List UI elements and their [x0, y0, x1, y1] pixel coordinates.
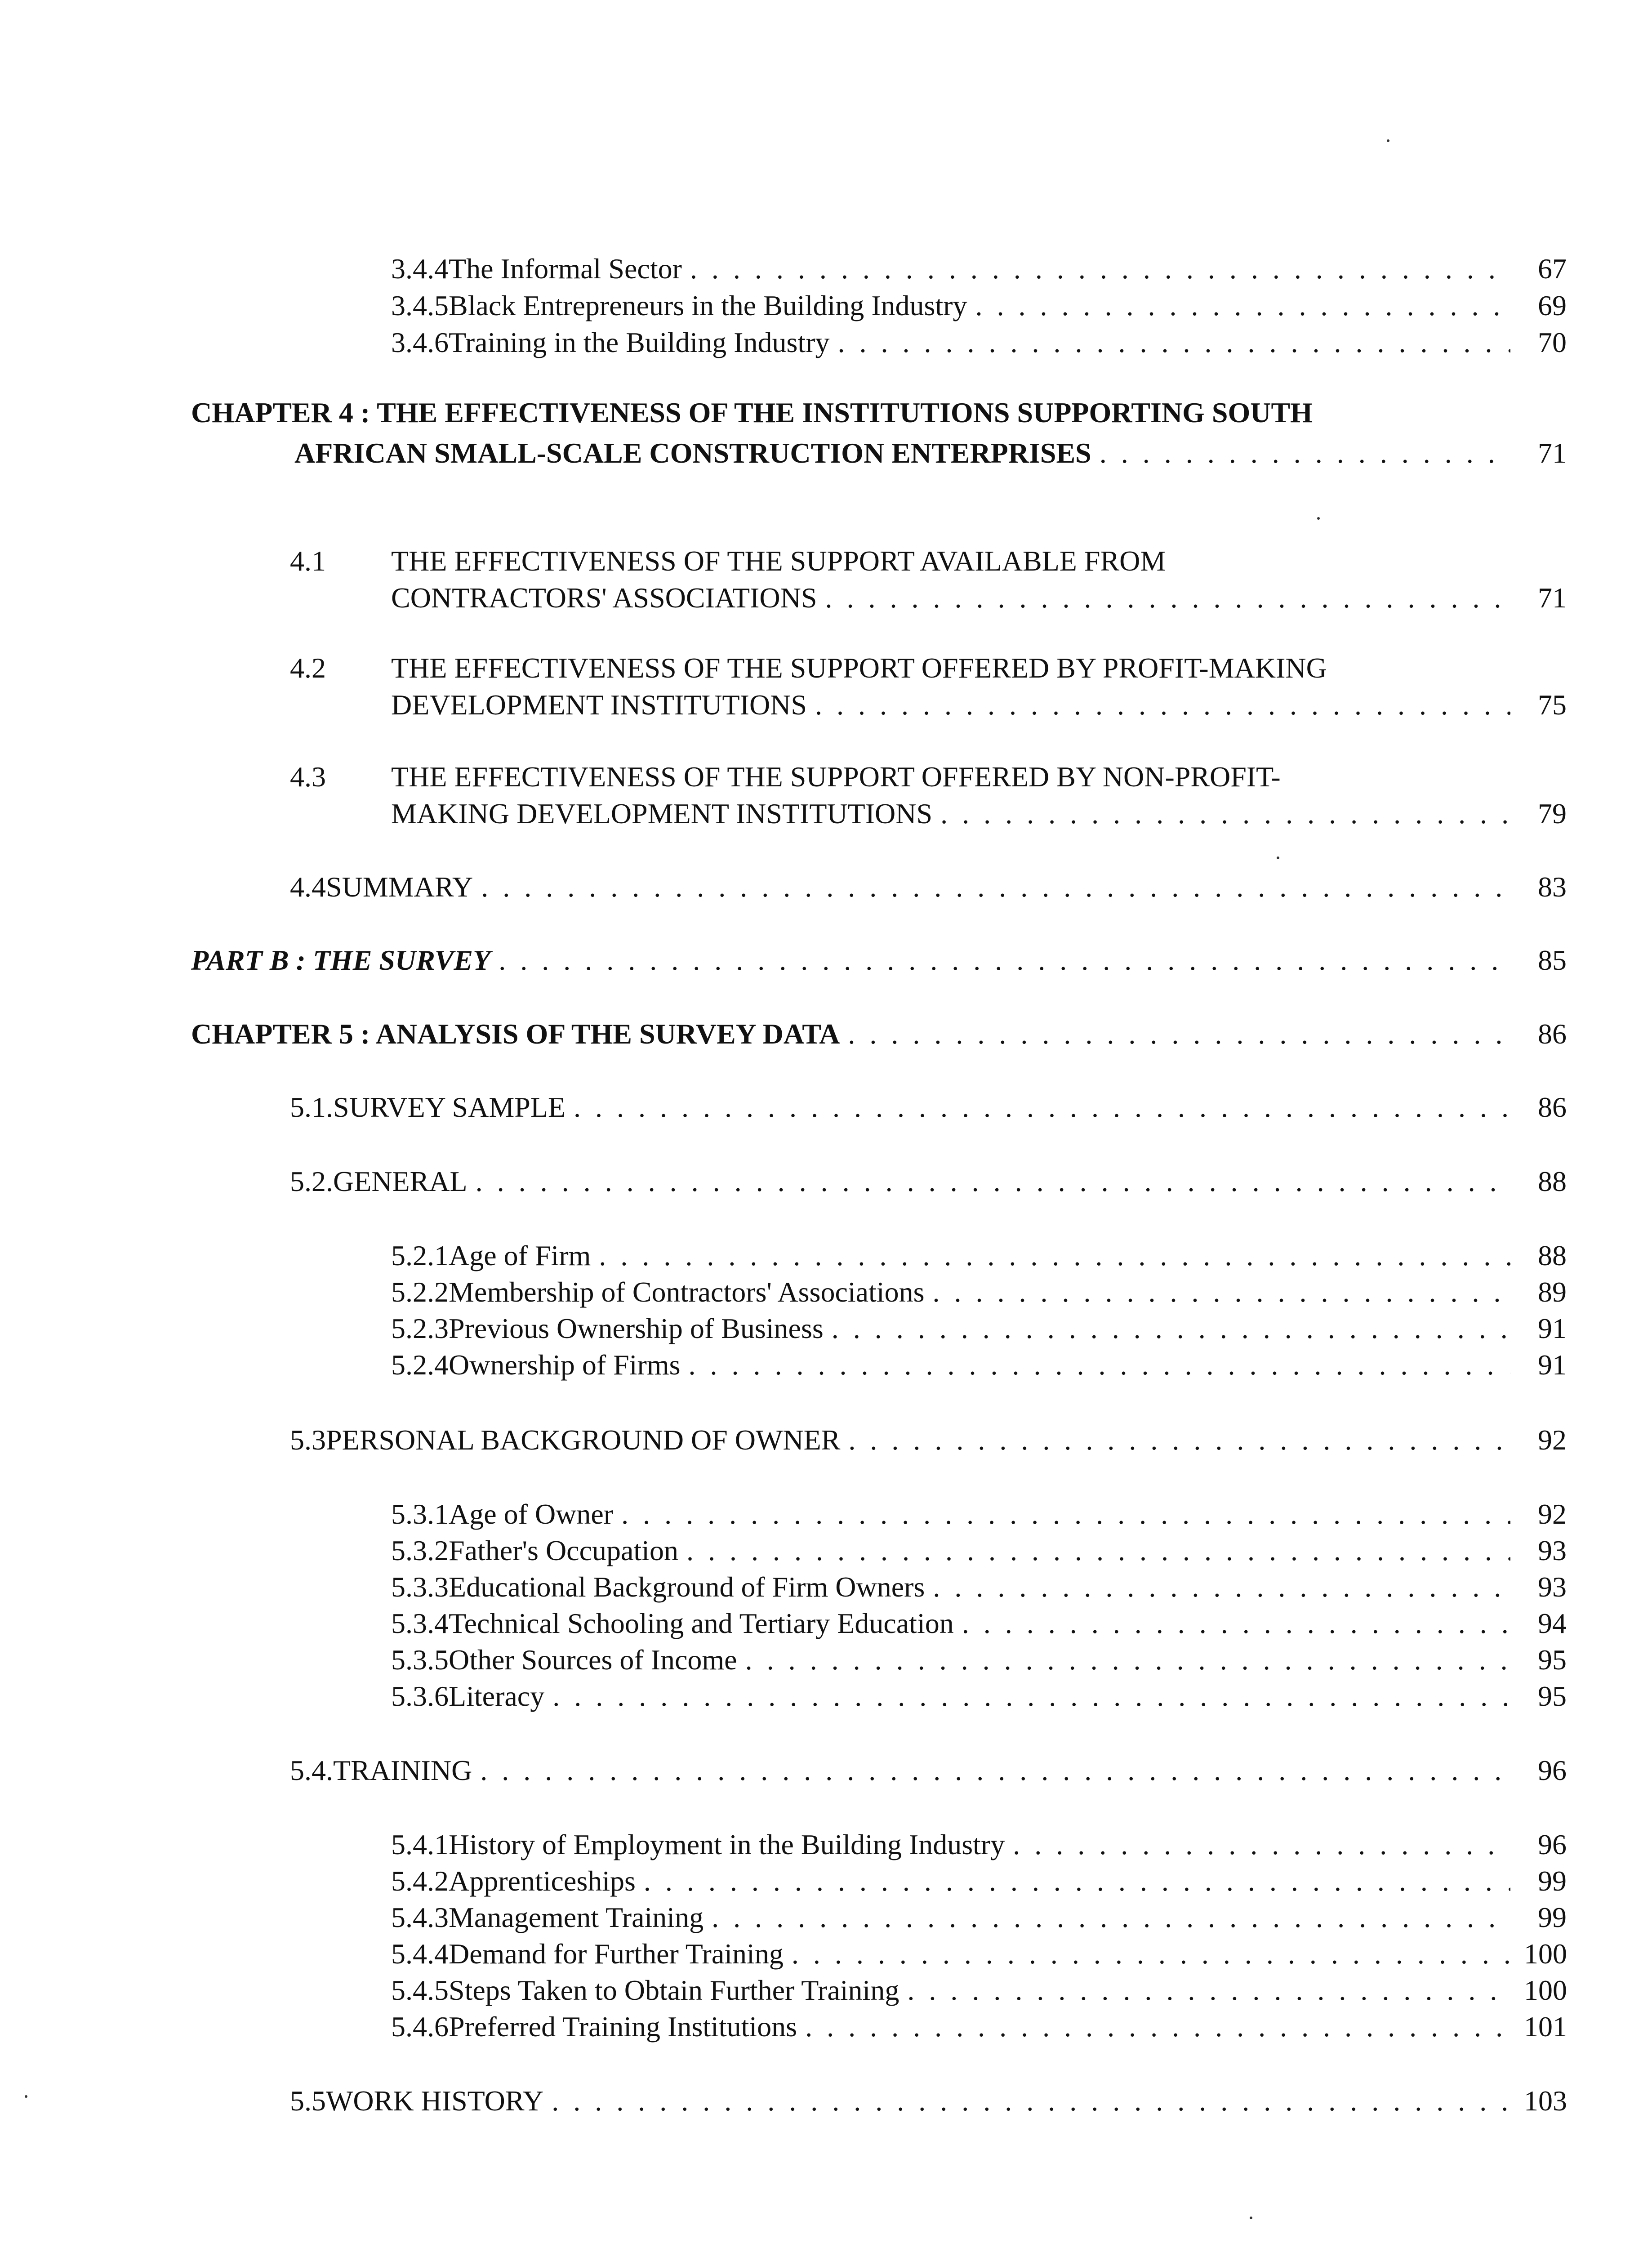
entry-page: 100	[1524, 1974, 1567, 2006]
entry-title: Demand for Further Training	[449, 1938, 784, 1970]
entry-number: 5.4.5	[391, 1974, 449, 2006]
entry-number: 5.2.2	[391, 1276, 449, 1308]
entry-title: SURVEY SAMPLE	[333, 1091, 566, 1123]
leader-dots	[848, 1017, 1510, 1051]
section-4-1-number: 4.1	[290, 545, 326, 577]
entry-title: Training in the Building Industry	[449, 326, 830, 358]
leader-dots	[837, 326, 1510, 360]
entry-title: CONTRACTORS' ASSOCIATIONS	[391, 582, 817, 614]
entry-number: 3.4.6	[391, 326, 449, 358]
section-5-1	[290, 1090, 1567, 1124]
toc-entry-3-4-6	[391, 326, 1567, 360]
entry-page: 83	[1538, 871, 1567, 903]
leader-dots	[792, 1937, 1510, 1971]
leader-dots	[1013, 1828, 1510, 1862]
toc-entry-5-3-4	[391, 1606, 1567, 1641]
leader-dots	[848, 1423, 1510, 1457]
entry-title: PART B : THE SURVEY	[191, 944, 491, 976]
leader-dots	[940, 797, 1510, 831]
entry-page: 69	[1538, 290, 1567, 321]
entry-title: Membership of Contractors' Associations	[449, 1276, 925, 1308]
leader-dots	[832, 1311, 1510, 1346]
leader-dots	[644, 1864, 1510, 1898]
leader-dots	[825, 581, 1510, 615]
entry-page: 99	[1538, 1901, 1567, 1933]
entry-page: 95	[1538, 1680, 1567, 1712]
leader-dots	[552, 1679, 1510, 1713]
entry-number: 5.1.	[290, 1091, 333, 1123]
toc-entry-5-2-1	[391, 1239, 1567, 1273]
toc-entry-3-4-4	[391, 252, 1567, 286]
toc-entry-5-3-2	[391, 1534, 1567, 1568]
entry-page: 75	[1538, 689, 1567, 721]
toc-entry-5-4-4	[391, 1937, 1567, 1971]
entry-page: 96	[1538, 1754, 1567, 1786]
toc-entry-5-4-6	[391, 2010, 1567, 2044]
entry-title: TRAINING	[333, 1754, 472, 1786]
entry-title: GENERAL	[333, 1165, 468, 1197]
toc-entry-5-2-3	[391, 1311, 1567, 1346]
toc-entry-5-3-5	[391, 1643, 1567, 1677]
entry-title: Management Training	[449, 1901, 704, 1933]
entry-number: 5.2.1	[391, 1240, 449, 1271]
entry-page: 96	[1538, 1829, 1567, 1860]
entry-title: Previous Ownership of Business	[449, 1312, 824, 1344]
entry-page: 70	[1538, 326, 1567, 358]
entry-title: History of Employment in the Building Industry	[449, 1829, 1005, 1860]
entry-page: 94	[1538, 1607, 1567, 1639]
entry-page: 85	[1538, 944, 1567, 976]
leader-dots	[481, 870, 1510, 904]
entry-number: 3.4.4	[391, 253, 449, 285]
leader-dots	[933, 1275, 1511, 1309]
entry-page: 71	[1538, 437, 1567, 469]
section-4-2-number: 4.2	[290, 652, 326, 684]
section-4-1	[391, 581, 1567, 615]
entry-title: Black Entrepreneurs in the Building Industry	[449, 290, 967, 321]
entry-number: 5.5	[290, 2085, 326, 2117]
entry-page: 91	[1538, 1312, 1567, 1344]
entry-title: Other Sources of Income	[449, 1644, 737, 1676]
leader-dots	[690, 252, 1510, 286]
section-4-3-number: 4.3	[290, 761, 326, 793]
entry-page: 88	[1538, 1240, 1567, 1271]
entry-page: 101	[1524, 2011, 1567, 2043]
leader-dots	[552, 2084, 1510, 2118]
leader-dots	[689, 1348, 1510, 1382]
section-5-4	[290, 1753, 1567, 1788]
entry-page: 99	[1538, 1865, 1567, 1897]
entry-title: Preferred Training Institutions	[449, 2011, 797, 2043]
entry-number: 5.3.4	[391, 1607, 449, 1639]
entry-page: 100	[1524, 1938, 1567, 1970]
entry-title: Apprenticeships	[449, 1865, 636, 1897]
toc-entry-5-4-5	[391, 1973, 1567, 2007]
chapter-4-heading	[294, 436, 1567, 470]
section-4-4	[290, 870, 1567, 904]
leader-dots	[975, 289, 1510, 323]
entry-page: 86	[1538, 1091, 1567, 1123]
section-4-2-title-line1: THE EFFECTIVENESS OF THE SUPPORT OFFERED BY PROFIT-MAKING	[391, 652, 1327, 684]
toc-entry-5-2-2	[391, 1275, 1567, 1309]
entry-number: 5.4.	[290, 1754, 333, 1786]
section-4-3	[391, 797, 1567, 831]
entry-page: 95	[1538, 1644, 1567, 1676]
scan-speck	[1387, 139, 1389, 142]
scan-speck	[1277, 856, 1279, 859]
section-5-3	[290, 1423, 1567, 1457]
leader-dots	[686, 1534, 1510, 1568]
section-4-1-title-line1: THE EFFECTIVENESS OF THE SUPPORT AVAILABLE FROM	[391, 545, 1166, 577]
entry-title: The Informal Sector	[449, 253, 682, 285]
entry-number: 5.2.3	[391, 1312, 449, 1344]
toc-entry-5-3-3	[391, 1570, 1567, 1604]
toc-entry-5-2-4	[391, 1348, 1567, 1382]
entry-title: Age of Owner	[449, 1498, 614, 1530]
leader-dots	[574, 1090, 1510, 1124]
entry-number: 5.2.4	[391, 1349, 449, 1381]
toc-entry-3-4-5	[391, 289, 1567, 323]
entry-number: 5.2.	[290, 1165, 333, 1197]
leader-dots	[745, 1643, 1510, 1677]
toc-entry-5-4-3	[391, 1900, 1567, 1935]
entry-title: Steps Taken to Obtain Further Training	[449, 1974, 899, 2006]
entry-number: 5.3.3	[391, 1571, 449, 1603]
toc-entry-5-3-6	[391, 1679, 1567, 1713]
entry-title: MAKING DEVELOPMENT INSTITUTIONS	[391, 798, 933, 830]
section-4-3-title-line1: THE EFFECTIVENESS OF THE SUPPORT OFFERED BY NON-PROFIT-	[391, 761, 1281, 793]
entry-number: 5.3	[290, 1424, 326, 1456]
entry-page: 88	[1538, 1165, 1567, 1197]
entry-title: Technical Schooling and Tertiary Education	[449, 1607, 954, 1639]
entry-number: 5.3.5	[391, 1644, 449, 1676]
entry-page: 93	[1538, 1534, 1567, 1566]
entry-title: WORK HISTORY	[326, 2085, 544, 2117]
entry-title: PERSONAL BACKGROUND OF OWNER	[326, 1424, 841, 1456]
entry-page: 86	[1538, 1018, 1567, 1050]
entry-page: 91	[1538, 1349, 1567, 1381]
entry-page: 103	[1524, 2085, 1567, 2117]
leader-dots	[599, 1239, 1510, 1273]
entry-title: DEVELOPMENT INSTITUTIONS	[391, 689, 807, 721]
entry-page: 67	[1538, 253, 1567, 285]
entry-number: 5.4.3	[391, 1901, 449, 1933]
leader-dots	[480, 1753, 1510, 1788]
entry-number: 3.4.5	[391, 290, 449, 321]
scan-speck	[25, 2095, 27, 2098]
leader-dots	[933, 1570, 1510, 1604]
chapter-5-heading	[191, 1017, 1567, 1051]
entry-page: 93	[1538, 1571, 1567, 1603]
entry-title: CHAPTER 5 : ANALYSIS OF THE SURVEY DATA	[191, 1018, 840, 1050]
toc-entry-5-3-1	[391, 1497, 1567, 1531]
chapter-4-heading-line1: CHAPTER 4 : THE EFFECTIVENESS OF THE INSTITUTIONS SUPPORTING SOUTH	[191, 397, 1313, 428]
section-4-2	[391, 688, 1567, 722]
leader-dots	[499, 943, 1510, 977]
entry-number: 5.3.2	[391, 1534, 449, 1566]
leader-dots	[962, 1606, 1510, 1641]
leader-dots	[1100, 436, 1510, 470]
leader-dots	[476, 1164, 1510, 1199]
entry-title: Father's Occupation	[449, 1534, 678, 1566]
leader-dots	[805, 2010, 1510, 2044]
toc-entry-5-4-2	[391, 1864, 1567, 1898]
entry-number: 5.3.6	[391, 1680, 449, 1712]
entry-title: SUMMARY	[326, 871, 473, 903]
entry-number: 5.4.2	[391, 1865, 449, 1897]
entry-page: 92	[1538, 1424, 1567, 1456]
entry-title: Ownership of Firms	[449, 1349, 681, 1381]
section-5-5	[290, 2084, 1567, 2118]
entry-page: 92	[1538, 1498, 1567, 1530]
leader-dots	[712, 1900, 1510, 1935]
entry-number: 5.4.1	[391, 1829, 449, 1860]
leader-dots	[815, 688, 1510, 722]
entry-page: 71	[1538, 582, 1567, 614]
leader-dots	[907, 1973, 1510, 2007]
entry-page: 89	[1538, 1276, 1567, 1308]
entry-page: 79	[1538, 798, 1567, 830]
entry-title: Age of Firm	[449, 1240, 591, 1271]
scan-speck	[1317, 517, 1320, 520]
entry-number: 4.4	[290, 871, 326, 903]
scan-speck	[1250, 2217, 1252, 2219]
toc-entry-5-4-1	[391, 1828, 1567, 1862]
entry-title: Literacy	[449, 1680, 545, 1712]
entry-number: 5.3.1	[391, 1498, 449, 1530]
leader-dots	[621, 1497, 1510, 1531]
part-b-heading	[191, 943, 1567, 977]
entry-number: 5.4.4	[391, 1938, 449, 1970]
entry-number: 5.4.6	[391, 2011, 449, 2043]
entry-title: AFRICAN SMALL-SCALE CONSTRUCTION ENTERPRISES	[294, 437, 1091, 469]
entry-title: Educational Background of Firm Owners	[449, 1571, 925, 1603]
section-5-2	[290, 1164, 1567, 1199]
